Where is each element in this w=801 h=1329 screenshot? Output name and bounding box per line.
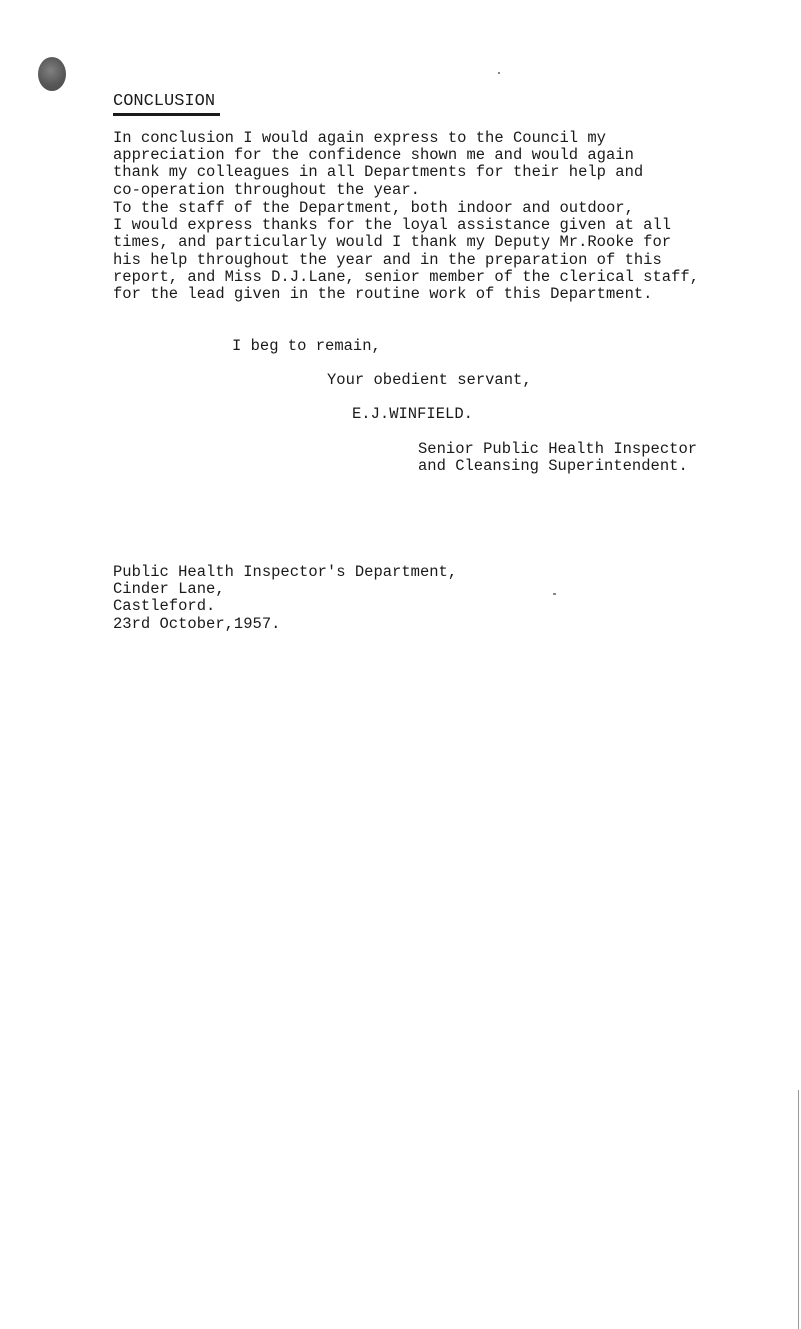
paper-edge-mark [798, 1090, 799, 1329]
department-address: Public Health Inspector's Department, Cinder Lane, Castleford. 23rd October,1957. [113, 563, 458, 633]
signer-title: Senior Public Health Inspector and Cleansing Superintendent. [418, 440, 698, 476]
paragraph-staff-thanks: To the staff of the Department, both indoor and outdoor, I would express thanks for the loyal assistance given at all times, and particularly would I thank my Deputy Mr.Rooke for his help throughout the year and in the preparation of this report, and Miss D.J.Lane, senior member of the clerical staff, for the lead given in the routine work of this Department. [113, 199, 699, 304]
signature-name: E.J.WINFIELD. [352, 405, 473, 423]
closing-line: I beg to remain, [232, 337, 381, 355]
paper-speck [553, 593, 556, 595]
heading-underline [113, 113, 220, 116]
paragraph-council-thanks: In conclusion I would again express to the Council my appreciation for the confidence shown me and would again thank my colleagues in all Departments for their help and co-operation throughout the year. [113, 129, 644, 199]
punch-hole [38, 57, 66, 91]
paper-speck [498, 72, 500, 74]
salutation-line: Your obedient servant, [327, 371, 532, 389]
page-heading: CONCLUSION [113, 92, 216, 111]
